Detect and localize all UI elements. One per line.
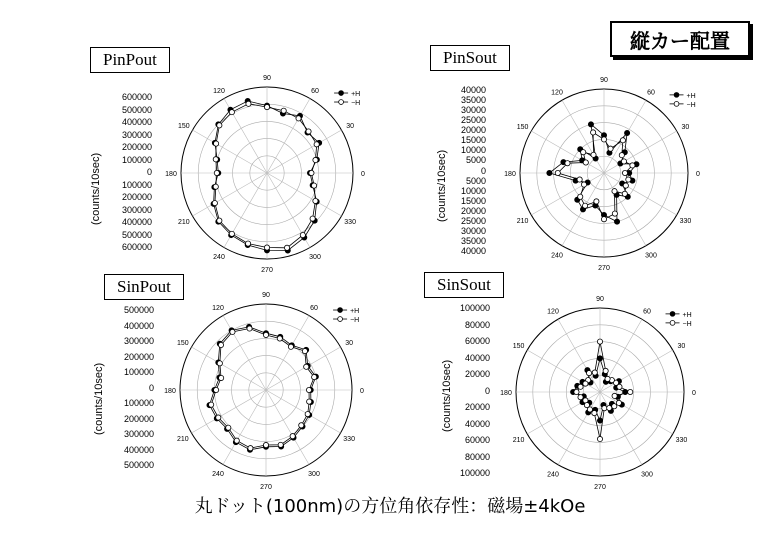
data-point — [288, 344, 293, 349]
angle-label: 330 — [344, 219, 356, 226]
angle-label: 90 — [262, 292, 270, 299]
angle-label: 0 — [361, 171, 365, 178]
angle-label: 150 — [178, 123, 190, 130]
grid-spoke — [600, 350, 673, 392]
angle-label: 210 — [177, 436, 189, 443]
radial-tick-label: 25000 — [460, 215, 486, 226]
data-point — [607, 405, 612, 410]
data-point — [229, 231, 234, 236]
data-point — [234, 438, 239, 443]
angle-label: 210 — [512, 437, 525, 444]
radial-tick-label: 400000 — [121, 117, 152, 127]
radial-tick-label: 300000 — [121, 204, 152, 215]
radial-tick-label: 400000 — [121, 217, 152, 227]
radial-tick-label: 0 — [146, 167, 152, 177]
data-point — [578, 395, 583, 400]
radial-tick-label: 200000 — [121, 142, 152, 152]
angle-label: 300 — [645, 252, 657, 260]
legend-marker — [674, 101, 679, 106]
data-point — [597, 418, 602, 423]
data-point — [247, 326, 252, 331]
data-point — [290, 434, 295, 439]
angle-label: 30 — [681, 124, 690, 131]
data-point — [621, 159, 626, 164]
data-point — [623, 183, 628, 188]
angle-label: 120 — [551, 89, 563, 97]
data-point — [591, 152, 596, 157]
data-point — [212, 201, 217, 206]
legend-label: +H — [350, 308, 360, 316]
radial-tick-label: 300000 — [121, 129, 152, 140]
data-point — [597, 356, 602, 361]
data-point — [581, 182, 586, 187]
radial-tick-label: 400000 — [123, 320, 154, 331]
radial-tick-label: 20000 — [464, 402, 490, 412]
data-point — [578, 384, 583, 389]
angle-label: 90 — [596, 296, 604, 303]
angle-label: 240 — [213, 254, 225, 262]
radial-tick-label: 25000 — [460, 115, 486, 126]
grid-spoke — [558, 392, 600, 465]
grid-spoke — [531, 173, 604, 215]
radial-tick-label: 20000 — [464, 369, 490, 379]
grid-spoke — [267, 99, 310, 173]
radial-tick-label: 300000 — [123, 429, 154, 439]
angle-label: 150 — [512, 343, 525, 350]
data-point — [608, 146, 613, 151]
angle-label: 150 — [177, 340, 189, 347]
data-point — [214, 170, 219, 175]
radial-tick-label: 10000 — [460, 145, 486, 156]
grid-spoke — [193, 130, 267, 173]
data-point — [311, 183, 316, 188]
angle-label: 270 — [598, 265, 610, 272]
data-point — [217, 123, 222, 128]
grid-spoke — [604, 131, 677, 173]
grid-spoke — [192, 347, 266, 390]
radial-tick-label: 30000 — [460, 225, 486, 236]
grid-spoke — [223, 316, 266, 390]
orientation-badge: 縦カー配置 — [610, 21, 750, 57]
data-point — [284, 245, 289, 250]
data-point — [602, 406, 607, 411]
data-point — [630, 163, 635, 168]
data-point — [581, 150, 586, 155]
data-point — [277, 336, 282, 341]
data-point — [601, 217, 606, 222]
angle-label: 180 — [504, 171, 516, 178]
data-point — [612, 211, 617, 216]
chart-title: SinSout — [424, 272, 504, 298]
data-point — [312, 374, 317, 379]
angle-label: 180 — [164, 388, 176, 395]
data-point — [299, 423, 304, 428]
data-point — [622, 170, 627, 175]
data-point — [612, 404, 617, 409]
angle-label: 210 — [178, 219, 190, 226]
angle-label: 180 — [165, 171, 177, 178]
chart-title: PinPout — [90, 47, 170, 73]
data-point — [302, 348, 307, 353]
angle-label: 270 — [594, 484, 606, 491]
radial-tick-label: 600000 — [121, 242, 152, 252]
legend-marker — [674, 92, 679, 97]
data-point — [583, 160, 588, 165]
radial-tick-label: 0 — [148, 382, 154, 393]
data-point — [622, 191, 627, 196]
legend-label: −H — [686, 101, 696, 109]
radial-tick-label: 40000 — [460, 85, 486, 95]
angle-label: 0 — [360, 388, 364, 395]
data-point — [625, 130, 630, 135]
data-point — [587, 407, 592, 412]
radial-tick-label: 5000 — [465, 175, 486, 186]
angle-label: 30 — [346, 123, 355, 130]
chart-title: SinPout — [104, 274, 184, 300]
data-point — [264, 104, 269, 109]
radial-tick-label: 100000 — [121, 179, 152, 190]
angle-label: 240 — [212, 471, 224, 479]
data-point — [603, 368, 608, 373]
data-point — [547, 170, 552, 175]
radial-tick-label: 100000 — [459, 303, 490, 313]
data-point — [601, 137, 606, 142]
angle-label: 240 — [551, 252, 563, 260]
data-point — [217, 361, 222, 366]
data-point — [578, 194, 583, 199]
data-point — [586, 370, 591, 375]
radial-tick-label: 200000 — [121, 192, 152, 202]
angle-label: 330 — [679, 218, 692, 225]
angle-label: 60 — [311, 87, 319, 95]
angle-label: 330 — [343, 436, 355, 443]
radial-tick-label: 0 — [480, 165, 486, 176]
data-point — [245, 241, 250, 246]
radial-tick-label: 30000 — [460, 105, 486, 116]
y-axis-label: (counts/10sec) — [441, 359, 453, 432]
data-point — [597, 436, 602, 441]
grid-spoke — [267, 173, 341, 216]
data-point — [229, 110, 234, 115]
radial-tick-label: 20000 — [460, 125, 486, 136]
radial-tick-label: 600000 — [121, 92, 152, 102]
radial-tick-label: 35000 — [460, 235, 486, 246]
slide-caption: 丸ドット(100nm)の方位角依存性：磁場±4kOe — [194, 496, 586, 517]
radial-tick-label: 80000 — [464, 319, 490, 330]
data-point — [246, 101, 251, 106]
angle-label: 120 — [212, 304, 224, 312]
data-point — [248, 446, 253, 451]
legend-label: −H — [351, 100, 361, 108]
data-point — [300, 232, 305, 237]
angle-label: 90 — [263, 75, 271, 82]
data-point — [620, 138, 625, 143]
data-point — [594, 199, 599, 204]
legend-label: +H — [682, 311, 692, 319]
radial-tick-label: 500000 — [121, 104, 152, 115]
data-point — [213, 157, 218, 162]
radial-tick-label: 80000 — [464, 451, 490, 462]
legend-label: −H — [682, 320, 692, 328]
angle-label: 300 — [641, 471, 653, 479]
data-point — [304, 364, 309, 369]
radial-tick-label: 500000 — [121, 229, 152, 240]
data-point — [626, 177, 631, 182]
data-point — [263, 442, 268, 447]
angle-label: 240 — [547, 471, 559, 479]
radial-tick-label: 200000 — [123, 351, 154, 362]
radial-tick-label: 10000 — [460, 185, 486, 196]
angle-label: 300 — [309, 254, 321, 262]
legend-label: +H — [686, 92, 696, 100]
series-line — [214, 101, 320, 251]
data-point — [583, 203, 588, 208]
data-point — [217, 218, 222, 223]
data-point — [612, 189, 617, 194]
y-axis-label: (counts/10sec) — [93, 362, 105, 435]
data-point — [628, 389, 633, 394]
radial-tick-label: 15000 — [460, 195, 486, 206]
data-point — [281, 108, 286, 113]
data-point — [209, 402, 214, 407]
angle-label: 30 — [345, 340, 354, 347]
angle-label: 120 — [547, 308, 559, 316]
data-point — [591, 130, 596, 135]
grid-spoke — [193, 173, 267, 216]
angle-label: 30 — [677, 343, 686, 350]
radial-tick-label: 100000 — [123, 398, 154, 408]
data-point — [574, 389, 579, 394]
data-point — [306, 387, 311, 392]
data-point — [309, 170, 314, 175]
angle-label: 270 — [260, 484, 272, 491]
chart-title: PinSout — [430, 45, 510, 71]
radial-tick-label: 0 — [484, 385, 490, 396]
angle-label: 0 — [696, 171, 700, 178]
data-point — [616, 400, 621, 405]
angle-label: 270 — [261, 267, 273, 274]
radial-tick-label: 100000 — [121, 154, 152, 165]
legend-marker — [670, 320, 675, 325]
data-point — [314, 142, 319, 147]
data-point — [264, 245, 269, 250]
grid-spoke — [558, 319, 600, 392]
radial-tick-label: 60000 — [464, 435, 490, 445]
data-point — [213, 184, 218, 189]
radial-tick-label: 400000 — [123, 444, 154, 455]
data-point — [218, 342, 223, 347]
y-axis-label: (counts/10sec) — [90, 152, 102, 225]
radial-tick-label: 40000 — [464, 352, 490, 363]
data-point — [310, 216, 315, 221]
angle-label: 60 — [643, 308, 651, 316]
data-point — [577, 177, 582, 182]
radial-tick-label: 60000 — [464, 336, 490, 346]
data-point — [216, 415, 221, 420]
radial-tick-label: 5000 — [465, 155, 486, 166]
radial-tick-label: 15000 — [460, 135, 486, 146]
radial-tick-label: 300000 — [123, 336, 154, 346]
angle-label: 210 — [516, 218, 529, 225]
radial-tick-label: 200000 — [123, 413, 154, 424]
data-point — [588, 122, 593, 127]
angle-label: 0 — [692, 390, 696, 397]
radial-tick-label: 40000 — [464, 418, 490, 429]
radial-tick-label: 40000 — [460, 246, 486, 256]
y-axis-label: (counts/10sec) — [436, 149, 448, 222]
legend-label: +H — [351, 91, 361, 99]
data-point — [305, 411, 310, 416]
legend-label: −H — [350, 317, 360, 325]
data-point — [583, 381, 588, 386]
radial-tick-label: 20000 — [460, 205, 486, 216]
radial-tick-label: 100000 — [459, 468, 490, 478]
legend-marker — [339, 91, 344, 96]
data-point — [605, 376, 610, 381]
angle-label: 60 — [310, 304, 318, 312]
data-point — [313, 198, 318, 203]
data-point — [214, 141, 219, 146]
data-point — [592, 410, 597, 415]
data-point — [313, 157, 318, 162]
angle-label: 60 — [647, 89, 655, 97]
grid-spoke — [267, 130, 341, 173]
data-point — [592, 370, 597, 375]
angle-label: 150 — [516, 124, 529, 131]
data-point — [597, 339, 602, 344]
radial-tick-label: 500000 — [123, 305, 154, 315]
data-point — [612, 393, 617, 398]
data-point — [619, 153, 624, 158]
radial-tick-label: 100000 — [123, 367, 154, 377]
angle-label: 330 — [675, 437, 688, 444]
angle-label: 90 — [600, 77, 608, 84]
legend-marker — [338, 308, 343, 313]
angle-label: 180 — [500, 390, 512, 397]
legend-marker — [338, 317, 343, 322]
data-point — [555, 170, 560, 175]
data-point — [219, 375, 224, 380]
data-point — [296, 116, 301, 121]
legend-marker — [670, 311, 675, 316]
data-point — [230, 329, 235, 334]
data-point — [214, 387, 219, 392]
legend-marker — [339, 100, 344, 105]
radial-tick-label: 35000 — [460, 95, 486, 106]
data-point — [306, 129, 311, 134]
angle-label: 300 — [308, 471, 320, 479]
data-point — [307, 399, 312, 404]
data-point — [226, 425, 231, 430]
data-point — [263, 332, 268, 337]
radial-tick-label: 500000 — [123, 460, 154, 470]
data-point — [278, 442, 283, 447]
data-point — [565, 161, 570, 166]
data-point — [614, 219, 619, 224]
angle-label: 120 — [213, 87, 225, 95]
